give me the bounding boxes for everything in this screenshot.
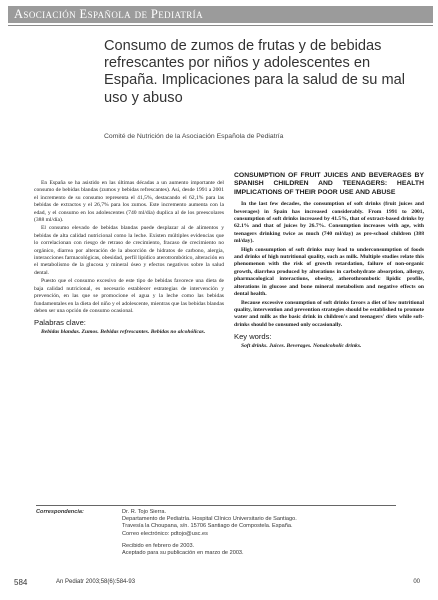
accepted-date: Aceptado para su publicación en marzo de 2003. xyxy=(122,550,244,557)
article-title: Consumo de zumos de frutas y de bebidas refrescantes por niños y adolescentes en España. Implicaciones para la salud de su mal uso y abuso xyxy=(104,38,405,106)
correspondence-address xyxy=(122,509,396,538)
abstract-english xyxy=(234,172,424,351)
abstract-paragraph: En España se ha asistido en las últimas décadas a un aumento importante del consumo de bebidas blandas (zumos y bebidas refrescantes). Así, desde 1991 a 2001 el incremento de su consumo representa el 41,5%, destacando el 62,1% para las bebidas de extractos y el 26,7% para los zumos. Este incremento aumenta con la edad, y el consumo en los adolescentes (740 ml/día) duplica al de los preescolares (388 ml/día). xyxy=(34,180,224,224)
english-title: CONSUMPTION OF FRUIT JUICES AND BEVERAGES BY SPANISH CHILDREN AND TEENAGERS: HEALTH IMPLICATIONS OF THEIR POOR USE AND ABUSE xyxy=(234,172,424,196)
article-authors: Comité de Nutrición de la Asociación Española de Pediatría xyxy=(104,133,284,140)
footer-code: 00 xyxy=(413,579,420,585)
abstract-paragraph: El consumo elevado de bebidas blandas puede desplazar al de alimentos y bebidas de alta calidad nutricional como la leche. Existen múltiples evidencias que lo correlacionan con riesgo de retraso de crecimiento, fracaso de crecimiento no orgánico, diarrea por alteración de la absorción de hidratos de carbono, alergia, interacciones farmacológicas, obesidad, perfil lipídico aterotrombótico, alteración en el metabolismo de la glucosa y mineral óseo y efectos negativos sobre la salud dental. xyxy=(34,225,224,276)
header-rule xyxy=(8,25,433,26)
citation: An Pediatr 2003;58(6):584-93 xyxy=(56,579,136,585)
correspondence-line: Travesía la Choupana, s/n. 15706 Santiago de Compostela. España. xyxy=(122,523,293,530)
abstract-paragraph: High consumption of soft drinks may lead to underconsumption of foods and drinks of high nutritional quality, such as milk. Multiple studies relate this phenomenon with the risk of growth retardation, failure of non-organic growth, diarrhea produced by alterations in carbohydrate absorption, allergy, pharmacological interactions, obesity, atherothrombotic lipidic profile, alterations in glucose and bone mineral metabolism and negative effects on dental health. xyxy=(234,246,424,298)
keywords-heading: Key words: xyxy=(234,332,272,342)
correspondence-block xyxy=(36,505,396,557)
abstract-paragraph: In the last few decades, the consumption of soft drinks (fruit juices and beverages) in Spain has increased considerably. From 1991 to 2001, consumption of soft drinks increased by 41.5%, that of extract-based drinks by 62.1% and that of juices by 26.7%. Consumption increases with age, with teenagers drinking twice as much (740 ml/day) as pre-school children (388 ml/day). xyxy=(234,201,424,245)
correspondence-email: Correo electrónico: pdtojo@usc.es xyxy=(122,530,208,537)
correspondence-line: Dr. R. Tojo Sierra. xyxy=(122,509,167,515)
abstract-paragraph: Because excessive consumption of soft drinks favors a diet of low nutritional quality, intervention and prevention strategies should be established to promote water and milk as the basic drink in children's and teenagers' diets while soft-drinks should be consumed only occasionally. xyxy=(234,299,424,328)
journal-name: Asociación Española de Pediatría xyxy=(8,6,433,23)
page-number: 584 xyxy=(14,578,28,587)
keywords-list: Bebidas blandas. Zumos. Bebidas refrescantes. Bebidas no alcohólicas. xyxy=(41,328,206,335)
journal-header xyxy=(8,6,433,26)
keywords-list: Soft drinks. Juices. Beverages. Nonalcoholic drinks. xyxy=(241,342,362,349)
received-date: Recibido en febrero de 2003. xyxy=(122,542,195,549)
correspondence-label: Correspondencia: xyxy=(36,509,84,515)
abstract-paragraph: Puesto que el consumo excesivo de este tipo de bebidas favorece una dieta de baja calidad nutricional, es necesario establecer estrategias de intervención y prevención, en las que se promocione el agua y la leche como las bebidas fundamentales en la dieta del niño y el adolescente, mientras que las bebidas blandas deben ser una opción de consumo ocasional. xyxy=(34,278,224,314)
keywords-heading: Palabras clave: xyxy=(34,318,86,328)
abstract-spanish xyxy=(34,180,224,337)
submission-dates xyxy=(122,543,396,557)
correspondence-line: Departamento de Pediatría. Hospital Clínico Universitario de Santiago. xyxy=(122,516,297,523)
